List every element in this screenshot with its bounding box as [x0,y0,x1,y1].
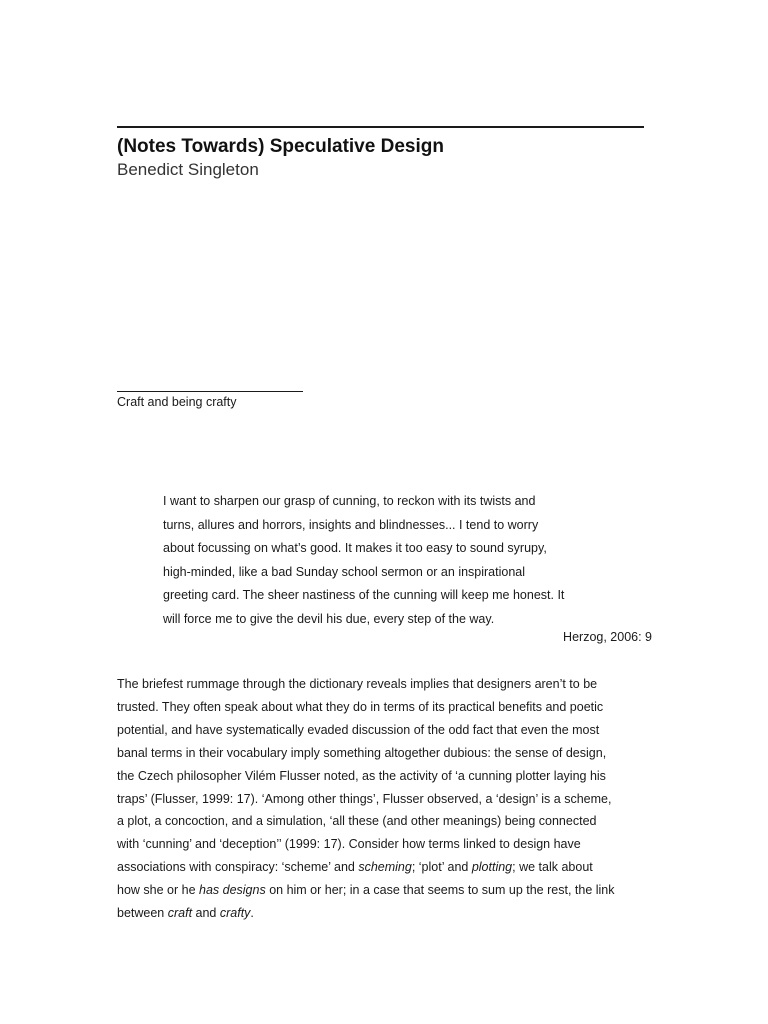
body-line [117,902,652,925]
body-text-run: associations with conspiracy: ‘scheme’ and [117,860,359,875]
quote-line: will force me to give the devil his due, every step of the way. [163,611,495,626]
body-text-run: between [117,906,168,921]
body-text-run: and [192,906,220,921]
italic-term: crafty [219,906,251,921]
body-line: a plot, a concoction, and a simulation, ‘all these (and other meanings) being connected [117,814,597,829]
body-line: the Czech philosopher Vilém Flusser noted, as the activity of ‘a cunning plotter laying his [117,768,606,783]
body-line: trusted. They often speak about what they do in terms of its practical benefits and poetic [117,699,604,714]
body-line: banal terms in their vocabulary imply something altogether dubious: the sense of design, [117,745,607,760]
section-heading: Craft and being crafty [117,395,237,409]
italic-term: plotting [471,860,513,875]
body-line [117,879,652,902]
body-line: potential, and have systematically evaded discussion of the odd fact that even the most [117,722,600,737]
quote-line: greeting card. The sheer nastiness of the cunning will keep me honest. It [163,588,565,602]
title-rule [117,126,644,128]
body-line [117,856,652,879]
italic-term: craft [167,906,193,921]
quote-line: about focussing on what’s good. It makes it too easy to sound syrupy, [163,541,547,555]
quote-citation: Herzog, 2006: 9 [563,630,652,644]
author-name: Benedict Singleton [117,160,259,179]
body-line: The briefest rummage through the dictionary reveals implies that designers aren’t to be [117,677,598,691]
section-rule [117,391,303,392]
body-text-run: how she or he [117,883,199,898]
block-quote [163,490,613,631]
quote-line: I want to sharpen our grasp of cunning, to reckon with its twists and [163,494,536,508]
italic-term: has designs [199,883,266,898]
body-text-run: on him or her; in a case that seems to sum up the rest, the link [265,883,615,898]
body-text-run: ; we talk about [512,860,593,875]
quote-line: high-minded, like a bad Sunday school sermon or an inspirational [163,564,526,579]
body-line: with ‘cunning’ and ‘deception’’ (1999: 17). Consider how terms linked to design have [117,837,581,852]
body-text-run: ; ‘plot’ and [411,860,472,875]
body-paragraph [117,673,652,925]
quote-line: turns, allures and horrors, insights and blindnesses... I tend to worry [163,517,539,532]
body-line: traps’ (Flusser, 1999: 17). ‘Among other things’, Flusser observed, a ‘design’ is a scheme, [117,791,612,806]
page-title: (Notes Towards) Speculative Design [117,136,444,157]
italic-term: scheming [358,860,412,875]
body-text-run: . [250,906,254,921]
